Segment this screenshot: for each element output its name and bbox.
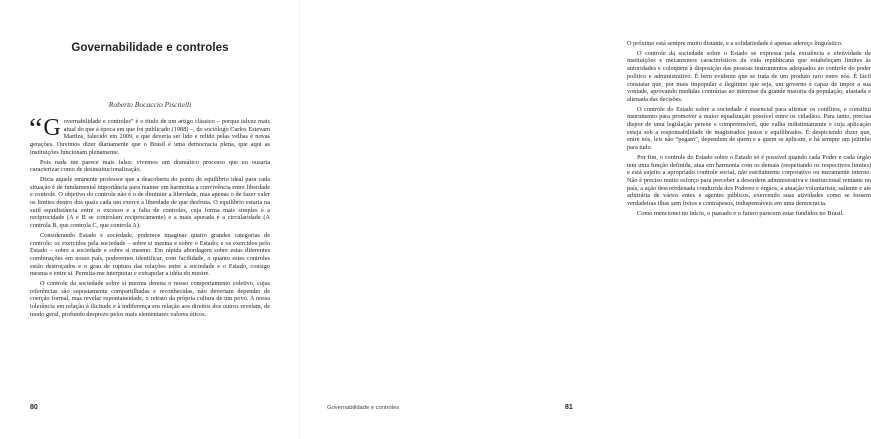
page-number-right: 81 (565, 404, 573, 411)
paragraph-1-text: overnabilidade e controles” é o título de um artigo clássico – porque talvez mais atual do que à época em que foi publicado (1988) –, do sociólogo Carlos Estevam Martins, falecido em 2009, e que deveria ser lido e relido pelas velhas e novas gerações. Ouvimos dizer diariamente que o Brasil é uma democracia plena, que aqui as instituições funcionam plenamente. (30, 118, 270, 156)
paragraph-7: O controle da sociedade sobre o Estado se expressa pela existência e efetividade de instituições e mecanismos característicos da vida republicana que estabeleçam limites às autoridades e coloquem à disposição das pessoas instrumentos adequados ao controle do poder político e administrativo. É bem evidente que se trata de um produto raro entre nós. É fácil constatar que, por mais impopular e ilegítimo que seja, um governo é capaz de impor a sua vontade, aprovando medidas contrárias ao interesse da grande maioria da população, afastada e alienada das decisões. (627, 49, 871, 103)
paragraph-2: Pois nada me parece mais falso: vivemos um dramático processo que eu ousaria caracterizar como de desinstitucionalização. (30, 158, 270, 174)
paragraph-8: O controle do Estado sobre a sociedade é essencial para afirmar os conflitos, e constitui instrumento para promover a maior equalização possível entre os cidadãos. Para tanto, precisa dispor de uma legislação perene e compreensível, que valha indistintamente e cuja aplicação esteja sob a responsabilidade de magistrados justos e equilibrados. É despiciendo dizer que, entre nós, leis não “pegam”, dependem de quem e a quem se aplicam, e há sempre um jeitinho para tudo. (627, 105, 871, 152)
left-page (0, 0, 300, 439)
paragraph-6: O próximo está sempre muito distante, e a solidariedade é apenas adereço linguístico. (627, 40, 843, 47)
paragraph-9: Por fim, o controle do Estado sobre o Estado só é possível quando cada Poder e cada órgão tem uma função definida, atua em harmonia com os demais (respeitando os respectivos limites) e está sujeito a apropriado controle social, não estritamente corporativo ou meramente interno. Não é preciso muito esforço para perceber a desordem administrativa e institucional reinante no país, a ação descoordenada conduzida dos Poderes e órgãos, a atuação voluntarista, saliente e até arbitrária de vários entes e agentes públicos, exercendo suas atividades como se fossem verdadeiras ilhas sem freios e contrapesos, indispensáveis em uma democracia. (627, 153, 871, 208)
paragraph-10: Como mencionei no início, o passado e o futuro parecem estar fundidos no Brasil. (637, 209, 844, 217)
article-title: Governabilidade e controles (71, 42, 229, 54)
article-author: Roberto Bocaccio Piscitelli (108, 100, 192, 109)
running-head: Governabilidade e controles (327, 405, 400, 411)
paragraph-5: O controle da sociedade sobre si mesma denota o nosso comportamento coletivo, cujas referências são supostamente compartilhadas e reconhecidas, não deveriam depender de coerção formal, mas revelar espontaneidade, o retrato da própria cultura de um povo. A nossa tolerância em relação à ilicitude e à indiferença em relação aos direitos dos outros revelam, de modo geral, profundo desprezo pelos mais elementares valores éticos. (30, 280, 270, 318)
paragraph-3: Dizia aquele eminente professor que a deacoberta do ponto de equilíbrio ideal para cada situação é de fundamental importância para manter em harmonia a convivência entre liberdade e controle. O objetivo do controle não é o de diminuir a liberdade, mas apenas o de fazer valer os limites dentro dos quais cada um exerce a liberdade de que desfruta. O equilíbrio estaria na sutil equidistância entre o excesso e a falta de controles, cuja forma mais simples é a reciprocidade (A e B se controlam reciprocamente) e a mais apurada é a circularidade (A controla B, que controla C, que controla A). (30, 175, 270, 230)
left-column (29, 112, 270, 321)
drop-cap: G (43, 115, 61, 141)
right-column (627, 40, 871, 219)
paragraph-4: Considerando Estado e sociedade, podemos imaginar quatro grandes categorias de controle: os exercidos pela sociedade – sobre si mesma e sobre o Estado; e os exercidos pelo Estado – sobre a sociedade e sobre si mesmo. Em rápida abordagem sobre estas diferentes combinações em nosso país, poderemos identificar, com facilidade, o quanto estes controles estão destroçados e o grau de ruptura das relações entre a sociedade e o Estado, consigo mesma e entre si. Permita-me interpretar e extrapolar a idéia do mestre. (30, 231, 270, 278)
opening-quote-mark: “ (29, 112, 43, 145)
paragraph-1 (29, 112, 270, 157)
right-page (300, 0, 871, 439)
page-number-left: 80 (30, 404, 38, 411)
